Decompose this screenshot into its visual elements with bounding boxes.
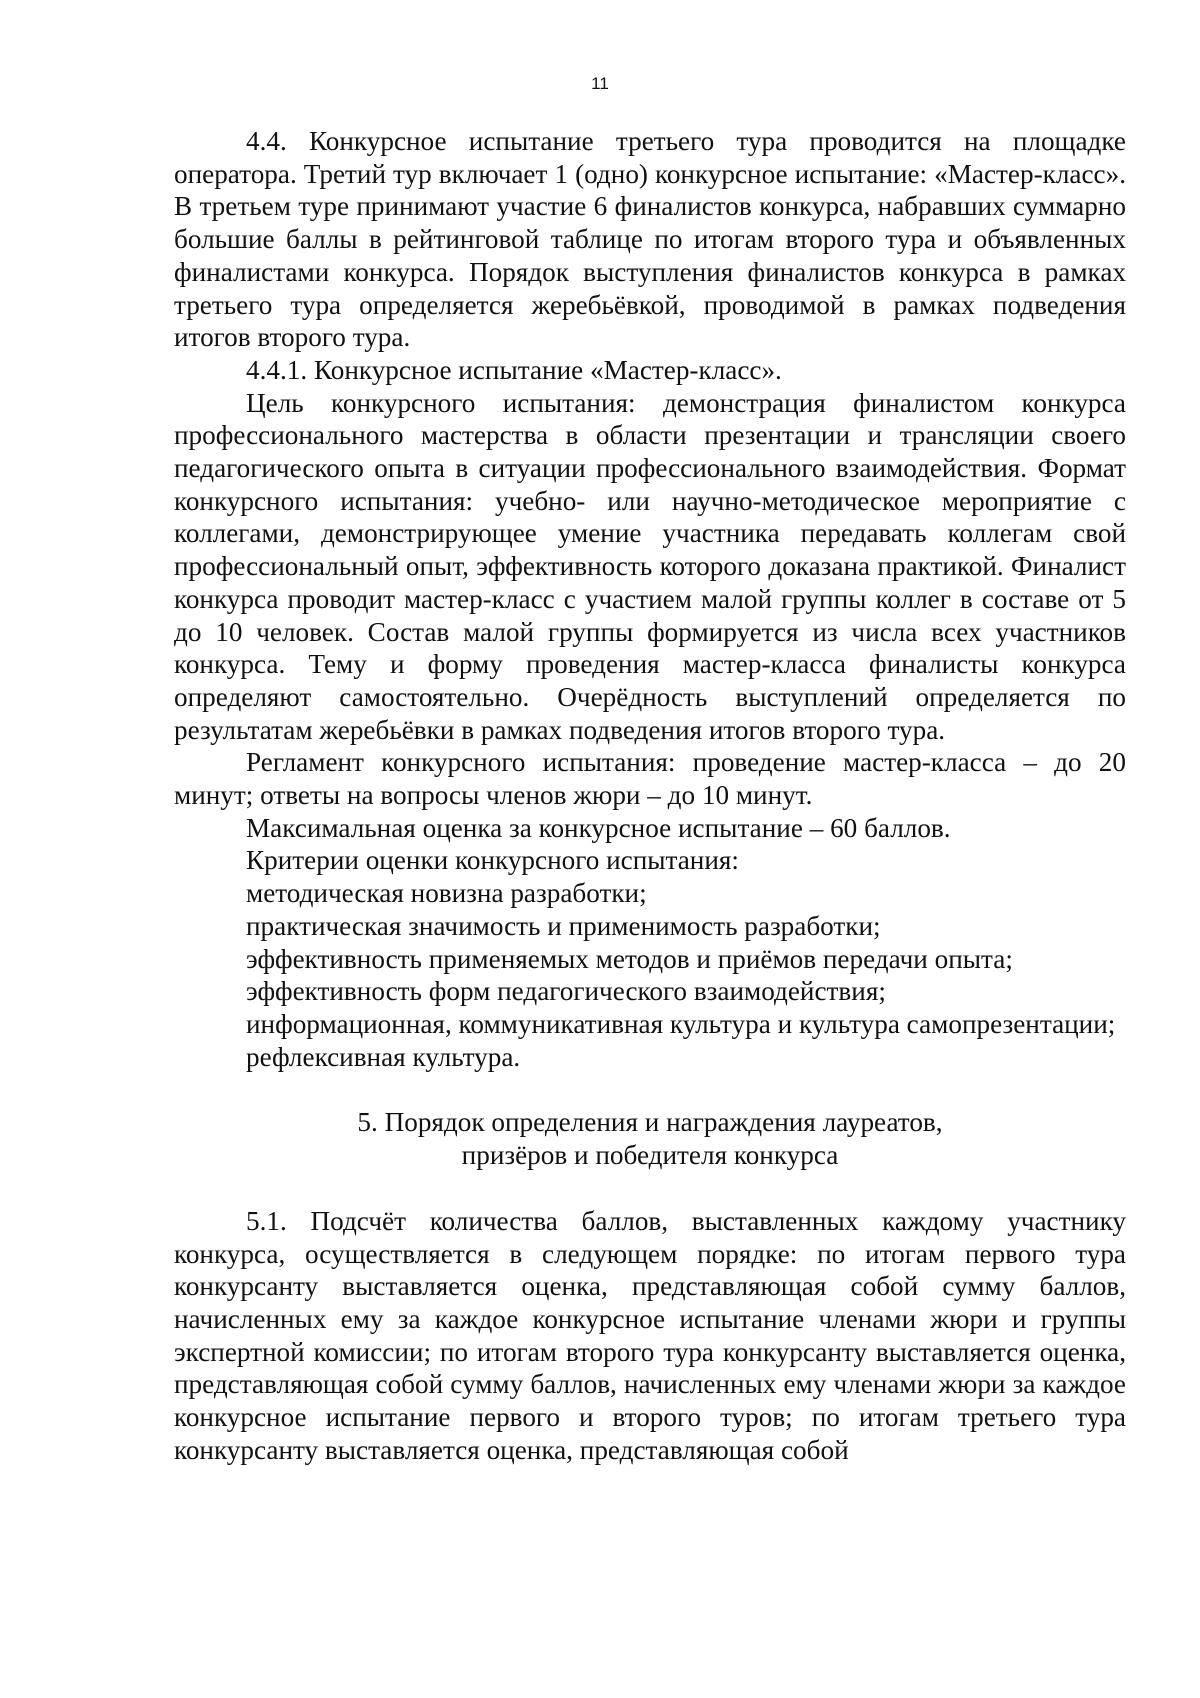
- paragraph-5-1: 5.1. Подсчёт количества баллов, выставленных каждому участнику конкурса, осуществляется в следующем порядке: по итогам первого тура конкурсанту выставляется оценка, представляющая собой сумму баллов, начисленных ему за каждое конкурсное испытание членами жюри и группы экспертной комиссии; по итогам второго тура конкурсанту выставляется оценка, представляющая собой сумму баллов, начисленных ему членами жюри за каждое конкурсное испытание первого и второго туров; по итогам третьего тура конкурсанту выставляется оценка, представляющая собой: [174, 1205, 1126, 1465]
- criterion-item: эффективность форм педагогического взаимодействия;: [246, 976, 886, 1007]
- paragraph-goal: Цель конкурсного испытания: демонстрация финалистом конкурса профессионального мастерства в области презентации и трансляции своего педагогического опыта в ситуации профессионального взаимодействия. Формат конкурсного испытания: учебно- или научно-методическое мероприятие с коллегами, демонстрирующее умение участника передавать коллегам свой профессиональный опыт, эффективность которого доказана практикой. Финалист конкурса проводит мастер-класс с участием малой группы коллег в составе от 5 до 10 человек. Состав малой группы формируется из числа всех участников конкурса. Тему и форму проведения мастер-класса финалисты конкурса определяют самостоятельно. Очерёдность выступлений определяется по результатам жеребьёвки в рамках подведения итогов второго тура.: [174, 387, 1126, 745]
- criterion-item: эффективность применяемых методов и приёмов передачи опыта;: [246, 943, 1013, 974]
- section-title-line: призёров и победителя конкурса: [461, 1140, 839, 1171]
- section-title-line: 5. Порядок определения и награждения лауреатов,: [357, 1107, 943, 1138]
- page-number: 11: [591, 74, 609, 93]
- criterion-item: рефлексивная культура.: [246, 1041, 521, 1072]
- paragraph-regulation: Регламент конкурсного испытания: проведение мастер-класса – до 20 минут; ответы на вопросы членов жюри – до 10 минут.: [174, 747, 1126, 811]
- paragraph-4-4-1: 4.4.1. Конкурсное испытание «Мастер-класс».: [246, 354, 782, 385]
- paragraph-criteria-heading: Критерии оценки конкурсного испытания:: [246, 845, 739, 876]
- criterion-item: практическая значимость и применимость разработки;: [246, 910, 881, 941]
- criterion-item: информационная, коммуникативная культура и культура самопрезентации;: [246, 1008, 1116, 1039]
- paragraph-4-4: 4.4. Конкурсное испытание третьего тура проводится на площадке оператора. Третий тур включает 1 (одно) конкурсное испытание: «Мастер-класс». В третьем туре принимают участие 6 финалистов конкурса, набравших суммарно большие баллы в рейтинговой таблице по итогам второго тура и объявленных финалистами конкурса. Порядок выступления финалистов конкурса в рамках третьего тура определяется жеребьёвкой, проводимой в рамках подведения итогов второго тура.: [174, 126, 1126, 353]
- document-body: [174, 125, 1126, 1466]
- criterion-item: методическая новизна разработки;: [246, 878, 647, 909]
- paragraph-max-score: Максимальная оценка за конкурсное испытание – 60 баллов.: [246, 812, 951, 843]
- section-title: [174, 1106, 1126, 1171]
